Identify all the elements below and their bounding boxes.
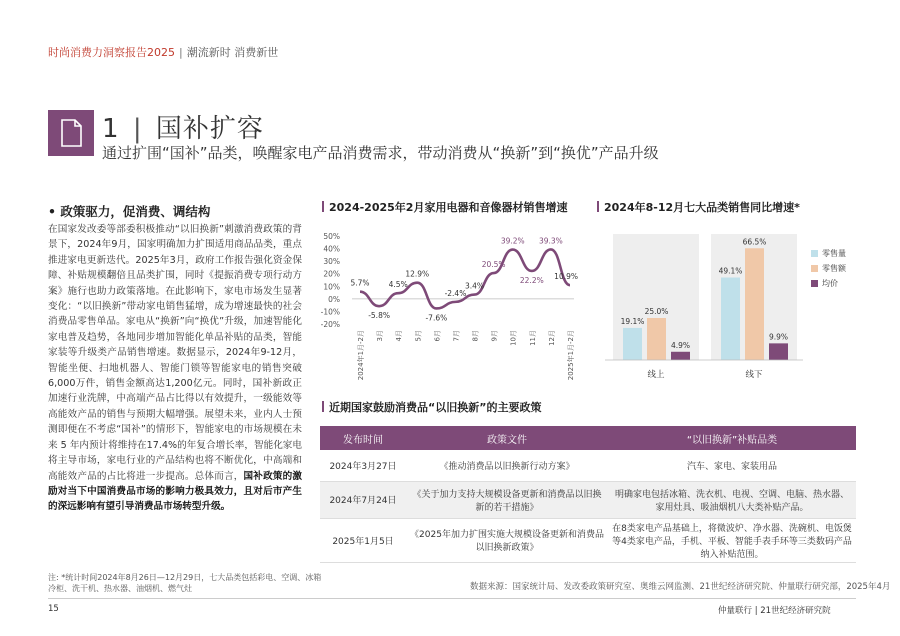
chart2-title-bar	[597, 201, 599, 212]
data-label: 4.9%	[670, 340, 691, 350]
data-label: 25.0%	[644, 307, 669, 316]
policy-title: 近期国家鼓励消费品“以旧换新”的主要政策	[329, 401, 542, 414]
x-tick-label: 3月	[376, 330, 385, 342]
left-body-paragraph: 在国家发改委等部委积极推动“以旧换新”刺激消费政策的背景下，2024年9月，国家明确加力扩围适用商品品类，重点推进家电更新迭代。2025年3月，政府工作报告强化资金保障、补贴规模翻倍且品类扩围，同时《提振消费专项行动方案》施行也助力政策落地。在此影响下，家电市场发生显著变化：“以旧换新”带动家电销售猛增，成为增速最快的社会消费品零售单品。家电从“换新”向“换优”升级，加速智能化家电普及趋势，各地同步增加智能化单品补贴的品类，智能家装等升级类产品销售增速。数据显示，2024年9-12月，智能坐便、扫地机器人、智能门锁等智能家电的销售突破6,000万件，销售金额高达1,200亿元。同时，国补新政正加速行业洗牌，中高端产品占比得以有效提升，一级能效等高能效产品的销售与预期大幅增强。展望未来，业内人士预测即便在不考虑“国补”的情形下，智能家电的市场规模在未来 5 年内预计将维持在17.4%的年复合增长率，智能化家电将主导市场，家电行业的产品结构也将不断优化，中高端和高能效产品的占比将进一步提高。总体而言，	[48, 224, 302, 482]
page-number: 15	[48, 604, 59, 614]
header-separator: |	[179, 46, 183, 59]
document-icon	[48, 110, 94, 156]
data-label: -5.8%	[368, 311, 390, 321]
policy-table	[320, 426, 856, 563]
x-tick-label: 11月	[528, 330, 537, 346]
x-tick-label: 12月	[547, 330, 556, 346]
policy-category-cell: 汽车、家电、家装用品	[608, 450, 856, 481]
section-title	[102, 108, 264, 145]
data-label: 20.5%	[481, 260, 506, 270]
y-tick-label: 50%	[323, 232, 340, 241]
legend-label: 均价	[822, 279, 838, 288]
report-slogan: 潮流新时 消费新世	[186, 46, 279, 59]
y-tick-label: -10%	[320, 307, 340, 317]
x-tick-label: 10月	[509, 330, 518, 346]
footer-divider	[48, 598, 856, 599]
x-tick-label: 2025年1月-2月	[567, 330, 575, 381]
left-body-text	[48, 222, 302, 515]
report-title: 时尚消费力洞察报告2025	[48, 46, 175, 59]
y-tick-label: -20%	[320, 320, 340, 329]
left-heading: • 政策驱力，促消费、调结构	[48, 204, 211, 219]
x-tick-label: 8月	[471, 330, 480, 342]
data-label: 10.9%	[554, 272, 578, 282]
policy-document-cell: 《推动消费品以旧换新行动方案》	[406, 450, 608, 481]
table-row	[320, 450, 856, 481]
chart1-title-wrap	[322, 199, 567, 215]
y-tick-label: 30%	[323, 257, 340, 267]
bar	[623, 328, 642, 360]
x-tick-label: 线上	[647, 370, 665, 380]
policy-title-bar	[322, 401, 324, 412]
section-number: 1	[102, 114, 120, 144]
bar	[671, 352, 690, 360]
data-label: 39.3%	[538, 236, 563, 246]
y-tick-label: 20%	[323, 269, 340, 279]
x-tick-label: 2024年1月-2月	[357, 330, 365, 381]
y-tick-label: 10%	[323, 282, 340, 292]
policy-category-cell: 在8类家电产品基础上，将微波炉、净水器、洗碗机、电饭煲等4类家电产品，手机、平板、智能手表手环等三类数码产品纳入补贴范围。	[608, 518, 856, 562]
section-name: 国补扩容	[155, 114, 264, 144]
section-divider: |	[132, 114, 143, 144]
chart2-bar-chart	[605, 226, 857, 384]
x-tick-label: 9月	[490, 330, 499, 342]
data-label: -2.4%	[444, 288, 467, 298]
chart1-title: 2024-2025年2月家用电器和音像器材销售增速	[329, 201, 568, 214]
x-tick-label: 5月	[414, 330, 423, 342]
policy-document-cell: 《2025年加力扩围实施大规模设备更新和消费品以旧换新政策》	[406, 518, 608, 562]
policy-date-cell: 2025年1月5日	[320, 518, 406, 562]
policy-title-wrap	[322, 399, 541, 415]
footer-brand: 仲量联行 | 21世纪经济研究院	[718, 606, 831, 616]
policy-category-cell: 明确家电包括冰箱、洗衣机、电视、空调、电脑、热水器、家用灶具、吸油烟机八大类补贴产品。	[608, 481, 856, 518]
data-label: 9.9%	[768, 332, 789, 342]
policy-document-cell: 《关于加力支持大规模设备更新和消费品以旧换新的若干措施》	[406, 481, 608, 518]
chart1-title-bar	[322, 201, 324, 212]
data-source: 数据来源：国家统计局、发改委政策研究室、奥维云网监测、21世纪经济研究院、仲量联行研究部，2025年4月	[470, 582, 891, 592]
data-label: 3.4%	[465, 281, 485, 291]
policy-header-date: 发布时间	[320, 426, 406, 450]
chart2-title-wrap	[597, 199, 800, 215]
data-label: 22.2%	[519, 275, 544, 285]
legend-swatch	[811, 280, 818, 287]
section-icon-box	[48, 110, 94, 156]
chart2-title: 2024年8-12月七大品类销售同比增速*	[604, 201, 800, 214]
x-tick-label: 7月	[452, 330, 461, 342]
table-row	[320, 481, 856, 518]
data-label: 19.1%	[620, 316, 645, 326]
legend-swatch	[811, 250, 818, 257]
data-label: 12.9%	[405, 269, 430, 279]
x-tick-label: 线下	[745, 370, 763, 380]
x-tick-label: 4月	[395, 330, 404, 342]
policy-header-document: 政策文件	[406, 426, 608, 450]
data-label: 4.5%	[388, 280, 408, 290]
data-label: -7.6%	[425, 313, 448, 323]
bar	[721, 278, 740, 360]
footnote: 注: *统计时间2024年8月26日—12月29日，七大品类包括彩电、空调、冰箱冷柜、洗干机、热水器、油烟机、燃气灶	[48, 573, 322, 593]
x-tick-label: 6月	[433, 330, 442, 342]
report-header	[48, 44, 278, 60]
table-row	[320, 518, 856, 562]
legend-label: 零售量	[822, 249, 846, 258]
y-tick-label: 40%	[323, 244, 340, 254]
legend-swatch	[811, 265, 818, 272]
bar	[769, 343, 788, 360]
data-label: 39.2%	[500, 236, 525, 246]
y-tick-label: 0%	[328, 294, 340, 304]
policy-header-category: “以旧换新”补贴品类	[608, 426, 856, 450]
policy-date-cell: 2024年7月24日	[320, 481, 406, 518]
data-label: 5.7%	[350, 278, 370, 288]
data-label: 49.1%	[718, 266, 743, 276]
bar	[745, 248, 764, 360]
section-subtitle: 通过扩围“国补”品类，唤醒家电产品消费需求，带动消费从“换新”到“换优”产品升级	[102, 144, 659, 162]
policy-date-cell: 2024年3月27日	[320, 450, 406, 481]
chart1-line-chart	[318, 226, 584, 386]
policy-header-row	[320, 426, 856, 450]
legend-label: 零售额	[822, 264, 846, 273]
left-body-conclusion: 国补政策的激励对当下中国消费品市场的影响力极具效力，且对后市产生的深远影响有望引导消费品市场转型升级。	[48, 470, 303, 513]
bar	[647, 318, 666, 360]
data-label: 66.5%	[742, 237, 767, 247]
